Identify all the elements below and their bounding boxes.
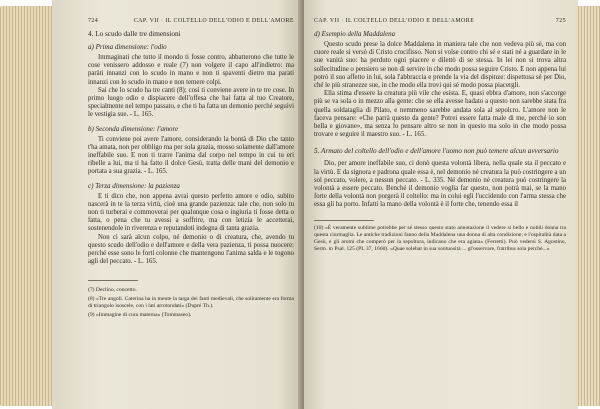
footnote-rule-left bbox=[88, 280, 138, 281]
left-page-number: 724 bbox=[88, 18, 99, 24]
paragraph-d1: Questo scudo prese la dolce Maddalena in maniera tale che non vedeva più sé, ma con cuore reale si versò di Cristo crocifisso. Non si volse contro chi sé e stati né a guardare in le sue vanità suo: ha perduto ogni piacere e dilettò di se stessa. In lei non si trova altra sollecitudine o pensiero se non di servire in che modo possa seguire Cristo. E non appena lui potrò il suo affetto in lui, sola l'abbraccia e prende la via del dispinze: dispettosa sé per Dio, ché le più stranezze sue, in che modo ella trovi qui sé modo possa piacergli. bbox=[314, 41, 566, 90]
footnote-7: (7) Declino, concetto. bbox=[88, 287, 137, 294]
right-page bbox=[304, 0, 578, 409]
heading-d: d) Esempio della Maddalena bbox=[314, 30, 396, 38]
right-header bbox=[314, 18, 566, 24]
paragraph-c1: E ti dico che, non appena avrai questo perfetto amore e odio, subito nascerà in te la terza virtù, cioè una grande pazienza: tale che, non solo tu non ti turberai e commoverai per qualunque cosa o ingiuria ti fosse detta o fatta, o pena che tu avessi a soffrire, ma con letizia le accetterai, sostenendole in riverenza e reputandoti indegna di tanta grazia. bbox=[88, 192, 294, 233]
left-page bbox=[52, 0, 302, 409]
paragraph-c2: Non ci sarà alcun colpo, né demonio o di creatura, che, avendo tu questo scudo dell'odio e dell'amore e della vera pazienza, ti possa nuocere: perché esse sono le forti colonne che mantengono l'anima salda e le togono agli del peccato. - L. 165. bbox=[88, 233, 294, 266]
heading-c: c) Terza dimensione: la pazienza bbox=[88, 181, 180, 190]
page-edges-left bbox=[0, 6, 58, 406]
heading-a: a) Prima dimensione: l'odio bbox=[88, 43, 167, 51]
footnote-rule-right bbox=[314, 220, 374, 221]
section-title-5: 5. Armato del coltello dell'odio e dell'amore l'uomo non può temere alcun avversario bbox=[314, 147, 559, 156]
left-header bbox=[88, 18, 294, 24]
section-title-4: 4. Lo scudo dalle tre dimensioni bbox=[88, 30, 181, 38]
paragraph-5: Dio, per amore ineffabile suo, ci donò questa volontà libera, nella quale sta il peccato e la virtù. E da signora e padrona quale essa è, nel demonio né creatura la può costringere a un sol peccato, volere, a nessun peccato. - L. 335. Né demonio né creatura può costringere la volontà a essere peccato. Benché il demonio voglia far questo, non potrà mai, se la mano forte della volontà non porgerà il coltello: ma in colui egli l'uccidendo con l'arma stessa che essa gli ha porto. Infatti la mano della volontà è il forte che, tenendo essa il bbox=[314, 160, 566, 209]
paragraph-a2: Sai che lo scudo ha tre canti (8); così ti conviene avere in te tre cose. In primo luogo odio e dispiacere dell'offesa che hai fatta al tuo Creatore, specialmente nel tempo passato, e che ti ha fatta un demonio perché seguivi le vestigia sue. - L. 165. bbox=[88, 86, 294, 119]
paragraph-b: Ti conviene poi avere l'amore, considerando la bontà di Dio che tanto t'ha amata, non per obbligo ma per sola grazia, mosso solamente dall'amore ineffabile suo. E non ti trarre l'anima dal corpo nel tempo in cui tu eri ribelle a lui, ma ti ha fatto il dolce Gesù, tratta delle mani del demonio e portata a sua grazia. - L. 165. bbox=[88, 135, 294, 176]
right-page-number: 725 bbox=[555, 18, 566, 24]
footnote-10: (10) «È veramente sublime potrebbe per sé stesso questo stato annotazione il vedere sì bello e nobili donna tra questa ciurmaglia. Le antiche tradizioni fanno della Maddalena una donna di alta condizione; e l'ospitalità data a Gesù, e gli aromi che comperò per la sepoltura, indicano che era agiata» (Ferretti). Può vedersi S. Agostino, Serm. in Psal. 125 (PL 37, 1660). «Quae solebat in sua sontuosità ... gl'osservare, fratribus sola perché...» bbox=[314, 224, 566, 252]
right-running-head: CAP. VII · IL COLTELLO DELL'ODIO E DELL'AMORE bbox=[314, 18, 475, 24]
paragraph-d2: Ella stima d'essere la creatura più vile che esista. E, quasi ebbra d'amore, non s'accorge più se va sola o in mezzo alla gente: che se ella avesse badato a questo non sarebbe stata fra quella soldataglia di Pilato, e nemmeno sarebbe andata sola al sepolcro. L'amore non le faceva pensare: «Che parrà questo da gente? Potrei essere fatta male di me, perché io son bella e giovane», ma senza lo pensare altro se non in questo ma solo in che modo possa trovare e seguire il maestro suo. - L. 165. bbox=[314, 90, 566, 139]
page-edges-right bbox=[576, 6, 600, 406]
footnote-9: (9) «Immagine di cura materna» (Tommaseo). bbox=[88, 312, 192, 319]
footnote-8: (8) «Tre angoli. Caterina ha in mente la targa dei fanti medievali, che solitamente era forma di triangolo isoscele, con i lati arrotondati» (Dupré Th.). bbox=[88, 296, 294, 310]
heading-b: b) Seconda dimensione: l'amore bbox=[88, 124, 179, 133]
left-running-head: CAP. VII · IL COLTELLO DELL'ODIO E DELL'AMORE bbox=[133, 18, 294, 24]
paragraph-a1: Immaginati che tutto il mondo ti fosse contro, abbatterono che tutte le cose venissero addosso e reale (7) non volgere il capo all'indietro: ma paràti innanzi con lo scudo in mano e non ti spaventi dietro ma parati innanzi con lo scudo in mano e non temere colpi. bbox=[88, 54, 294, 86]
